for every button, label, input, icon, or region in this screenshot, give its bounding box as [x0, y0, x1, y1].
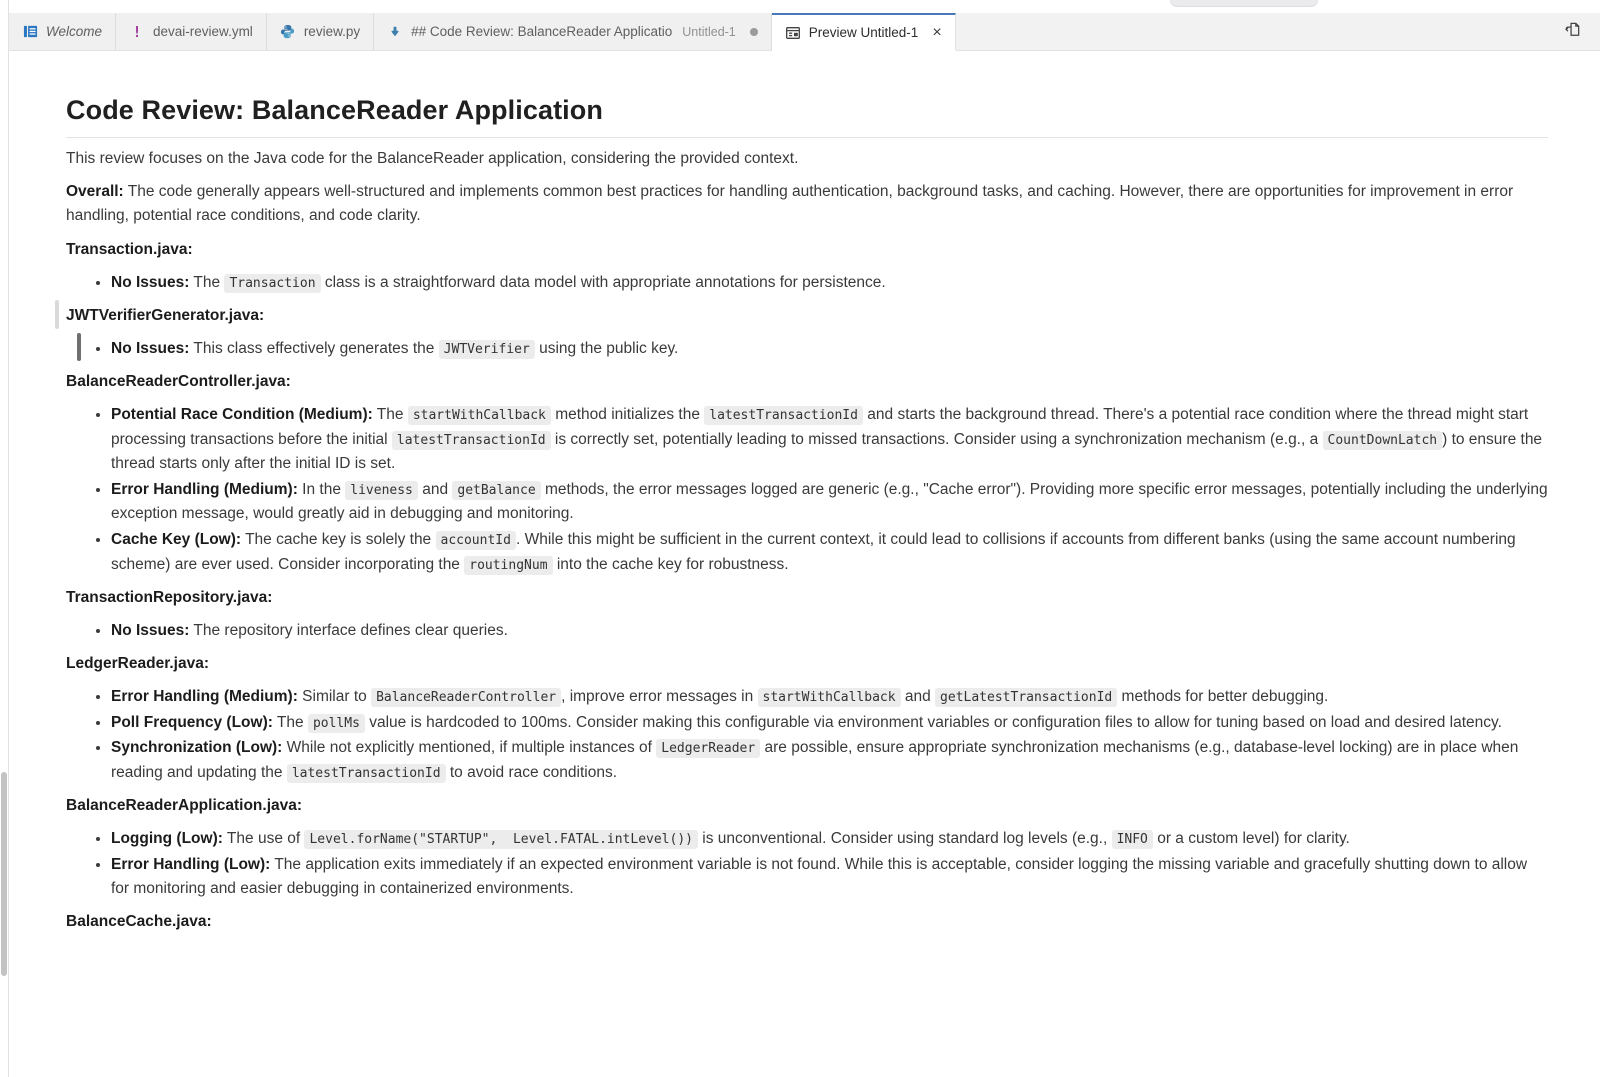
issue-item: • Error Handling (Medium): In the liveness and getBalance methods, the error messages logged are generic (e.g., "Cache error"). Providing more specific error messages, potentially including the underlying exception message, would greatly aid in debugging and monitoring. — [111, 478, 1548, 527]
bold-lead: Cache Key (Low): — [111, 530, 242, 548]
close-icon[interactable]: × — [932, 23, 942, 41]
review-sections — [66, 238, 1548, 935]
scroll-sync-marker — [55, 300, 59, 329]
tab-preview-untitled[interactable] — [772, 13, 956, 50]
issue-list — [66, 271, 1548, 296]
left-scrollbar-thumb[interactable] — [1, 772, 7, 976]
issue-list — [66, 403, 1548, 577]
issue-item: • Error Handling (Low): The application exits immediately if an expected environment variable is not found. While this is acceptable, consider logging the missing variable and gracefully shutting down to allow for monitoring and easier debugging in containerized environments. — [111, 853, 1548, 902]
issue-item: • No Issues: The Transaction class is a straightforward data model with appropriate annotations for persistence. — [111, 271, 1548, 296]
bold-lead: Potential Race Condition (Medium): — [111, 406, 373, 423]
section-heading: TransactionRepository.java: — [66, 588, 273, 606]
yaml-exclamation-icon: ! — [132, 22, 142, 41]
editor-actions — [1545, 13, 1600, 50]
document-title: Code Review: BalanceReader Application — [66, 94, 1548, 139]
inline-code: startWithCallback — [758, 688, 901, 707]
issue-item: • Potential Race Condition (Medium): The startWithCallback method initializes the latestTransactionId and starts the background thread. There's a potential race condition where the thread might start processing transactions before the initial latestTransactionId is correctly set, potentially leading to missed transactions. Consider using a synchronization mechanism (e.g., a CountDownLatch ) to ensure the thread starts only after the initial ID is set. — [111, 403, 1548, 477]
modified-dot-icon[interactable] — [750, 28, 758, 36]
markdown-down-arrow-icon — [387, 24, 403, 40]
inline-code: getBalance — [452, 481, 540, 500]
left-editor-sliver — [0, 0, 9, 1077]
inline-code: routingNum — [464, 556, 552, 575]
inline-code: JWTVerifier — [439, 340, 535, 359]
section-heading: Transaction.java: — [66, 240, 193, 258]
markdown-preview-pane — [9, 52, 1600, 1077]
inline-code: latestTransactionId — [392, 431, 551, 450]
open-file-icon[interactable] — [1563, 20, 1582, 44]
tab-secondary-label: Untitled-1 — [682, 24, 736, 39]
overview-paragraph: Overall: The code generally appears well-structured and implements common best practices for handling authentication, background tasks, and caching. However, there are opportunities for improvement in error handling, potential race conditions, and code clarity. — [66, 182, 1514, 225]
welcome-book-icon — [22, 24, 38, 40]
inline-code: getLatestTransactionId — [935, 688, 1117, 707]
bold-lead: Overall: — [66, 182, 124, 200]
tab-code-review-markdown[interactable] — [374, 13, 772, 50]
tab-welcome[interactable] — [9, 13, 116, 50]
issue-item: • No Issues: This class effectively generates the JWTVerifier using the public key. — [111, 337, 1548, 362]
intro-paragraph: This review focuses on the Java code for the BalanceReader application, considering the provided context. — [66, 149, 799, 167]
tab-bar-spacer — [956, 13, 1545, 50]
bold-lead: Synchronization (Low): — [111, 739, 283, 757]
inline-code: Transaction — [224, 274, 320, 293]
section-heading: JWTVerifierGenerator.java: — [66, 304, 1548, 329]
inline-code: startWithCallback — [408, 406, 551, 425]
issue-item: • Poll Frequency (Low): The pollMs value is hardcoded to 100ms. Consider making this configurable via environment variables or configuration files to allow for tuning based on load and desired latency. — [111, 711, 1548, 736]
bold-lead: No Issues: — [111, 273, 190, 291]
issue-list — [66, 619, 1548, 644]
bold-lead: Logging (Low): — [111, 829, 223, 847]
section-heading: BalanceReaderController.java: — [66, 372, 291, 390]
window-titlebar — [0, 0, 1600, 13]
tab-review-py[interactable] — [267, 13, 374, 50]
issue-item: • No Issues: The repository interface defines clear queries. — [111, 619, 1548, 644]
inline-code: pollMs — [308, 714, 365, 733]
inline-code: LedgerReader — [656, 739, 760, 758]
bold-lead: Poll Frequency (Low): — [111, 713, 273, 731]
tab-label: ## Code Review: BalanceReader Applicatio — [411, 24, 673, 39]
scroll-sync-marker — [77, 333, 81, 361]
section-heading: BalanceReaderApplication.java: — [66, 796, 303, 814]
tab-label: Preview Untitled-1 — [808, 25, 919, 40]
issue-item: • Cache Key (Low): The cache key is solely the accountId . While this might be sufficient in the current context, it could lead to collisions if accounts from different banks (using the same account numbering scheme) are ever used. Consider incorporating the routingNum into the cache key for robustness. — [111, 528, 1548, 577]
inline-code: Level.forName("STARTUP", Level.FATAL.intLevel()) — [304, 830, 698, 849]
bold-lead: Error Handling (Medium): — [111, 687, 298, 705]
issue-item: • Synchronization (Low): While not explicitly mentioned, if multiple instances of LedgerReader are possible, ensure appropriate synchronization mechanisms (e.g., database-level locking) are in place when reading and updating the latestTransactionId to avoid race conditions. — [111, 736, 1548, 785]
bold-lead: Error Handling (Medium): — [111, 480, 298, 498]
tab-label: devai-review.yml — [153, 24, 253, 39]
issue-list — [66, 685, 1548, 785]
overlay-fragment — [1170, 0, 1318, 7]
bold-lead: Error Handling (Low): — [111, 855, 271, 873]
tab-label: review.py — [303, 24, 361, 39]
issue-list — [66, 337, 1548, 362]
section-heading: LedgerReader.java: — [66, 654, 210, 672]
bold-lead: No Issues: — [111, 339, 190, 357]
inline-code: accountId — [436, 531, 516, 550]
inline-code: BalanceReaderController — [371, 688, 561, 707]
python-icon — [280, 24, 296, 40]
inline-code: liveness — [345, 481, 418, 500]
bold-lead: No Issues: — [111, 621, 190, 639]
issue-item: • Logging (Low): The use of Level.forName("STARTUP", Level.FATAL.intLevel()) is unconventional. Consider using standard log levels (e.g., INFO or a custom level) for clarity. — [111, 827, 1548, 852]
inline-code: CountDownLatch — [1323, 431, 1443, 450]
issue-list — [66, 827, 1548, 902]
inline-code: latestTransactionId — [704, 406, 863, 425]
markdown-document — [66, 94, 1548, 935]
tab-label: Welcome — [46, 24, 103, 39]
inline-code: INFO — [1112, 830, 1153, 849]
markdown-preview-icon — [785, 25, 801, 41]
issue-item: • Error Handling (Medium): Similar to BalanceReaderController , improve error messages in startWithCallback and getLatestTransactionId methods for better debugging. — [111, 685, 1548, 710]
inline-code: latestTransactionId — [287, 764, 446, 783]
editor-tab-bar — [9, 13, 1600, 51]
tab-devai-review-yml[interactable] — [116, 13, 267, 50]
section-heading: BalanceCache.java: — [66, 913, 212, 931]
